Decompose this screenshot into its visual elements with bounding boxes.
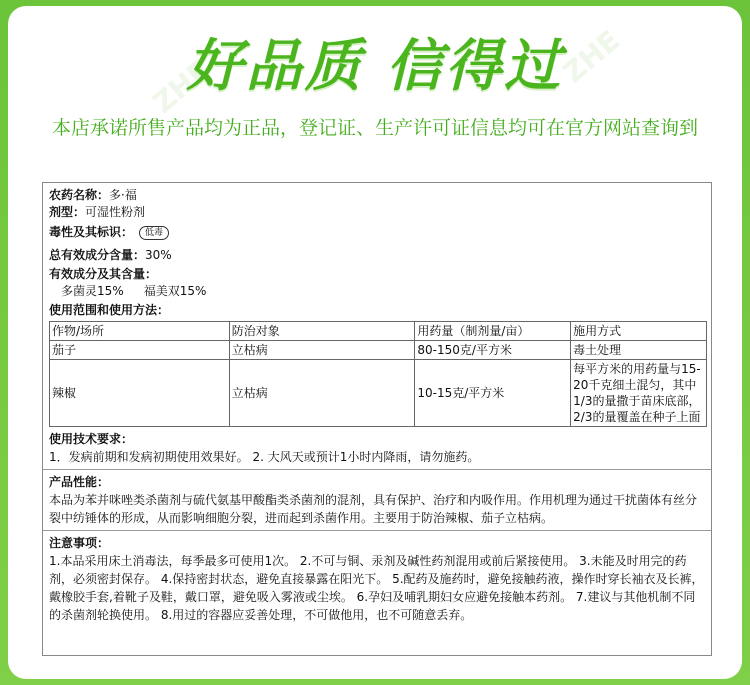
usage-key: 使用范围和使用方法： xyxy=(49,303,170,317)
divider xyxy=(43,530,711,531)
pesticide-name-value: 多·福 xyxy=(109,188,137,202)
table-header-cell: 作物/场所 xyxy=(50,322,230,341)
technical-requirements-title: 使用技术要求： xyxy=(49,432,134,446)
subheadline: 本店承诺所售产品均为正品，登记证、生产许可证信息均可在官方网站查询到 xyxy=(51,117,698,139)
table-cell: 茄子 xyxy=(50,341,230,360)
product-performance-title: 产品性能： xyxy=(49,475,110,489)
formulation-key: 剂型： xyxy=(49,205,86,219)
table-cell: 毒土处理 xyxy=(571,341,707,360)
formulation-row xyxy=(49,204,705,221)
table-header-row xyxy=(50,322,707,341)
total-content-row xyxy=(49,247,705,264)
table-cell: 80-150克/平方米 xyxy=(415,341,571,360)
pesticide-name-key: 农药名称： xyxy=(49,188,110,202)
toxicity-key: 毒性及其标识： xyxy=(49,225,134,239)
headline: 好品质 信得过 xyxy=(186,34,564,99)
ingredient-item: 多菌灵15% xyxy=(61,284,124,298)
precautions-title: 注意事项： xyxy=(49,536,110,550)
precautions-text: 1.本品采用床土消毒法，每季最多可使用1次。 2.不可与铜、汞剂及碱性药剂混用或前后紧接使用。 3.未能及时用完的药剂，必须密封保存。 4.保持密封状态，避免直接暴露在阳光下。 5.配药及施药时，避免接触药液，操作时穿长袖衣及长裤，戴橡胶手套,着靴子及鞋，戴口罩，避免吸入雾液或尘埃。 6.孕妇及哺乳期妇女应避免接触本药剂。 7.建议与其他机制不同的杀菌剂轮换使用。 8.用过的容器应妥善处理，不可做他用，也不可随意丢弃。 xyxy=(49,554,704,622)
total-content-key: 总有效成分含量： xyxy=(49,248,146,262)
usage-table xyxy=(49,321,707,427)
ingredients-list xyxy=(49,283,705,300)
table-cell: 立枯病 xyxy=(229,360,415,427)
divider xyxy=(43,469,711,470)
usage-title xyxy=(49,302,705,319)
table-row xyxy=(50,341,707,360)
pesticide-label-document xyxy=(42,182,712,656)
formulation-value: 可湿性粉剂 xyxy=(85,205,146,219)
table-cell: 10-15克/平方米 xyxy=(415,360,571,427)
total-content-value: 30% xyxy=(145,248,172,262)
ingredients-key: 有效成分及其含量： xyxy=(49,267,158,281)
low-toxicity-stamp-icon: 低毒 xyxy=(139,226,169,240)
ingredients-title xyxy=(49,266,705,283)
table-row xyxy=(50,360,707,427)
product-performance-text: 本品为苯并咪唑类杀菌剂与硫代氨基甲酸酯类杀菌剂的混剂，具有保护、治疗和内吸作用。作用机理为通过干扰菌体有丝分裂中纺锤体的形成，从而影响细胞分裂，进而起到杀菌作用。主要用于防治辣椒、茄子立枯病。 xyxy=(49,493,698,525)
table-header-cell: 防治对象 xyxy=(229,322,415,341)
table-cell: 立枯病 xyxy=(229,341,415,360)
pesticide-name-row xyxy=(49,187,705,204)
table-cell: 每平方米的用药量与15-20千克细土混匀，其中1/3的量撒于苗床底部，2/3的量覆盖在种子上面 xyxy=(571,360,707,427)
table-cell: 辣椒 xyxy=(50,360,230,427)
ingredient-item: 福美双15% xyxy=(143,284,207,298)
table-header-cell: 施用方式 xyxy=(571,322,707,341)
technical-requirements-text: 1．发病前期和发病初期使用效果好。 2. 大风天或预计1小时内降雨，请勿施药。 xyxy=(49,450,480,464)
toxicity-row xyxy=(49,224,705,241)
table-header-cell: 用药量（制剂量/亩） xyxy=(415,322,571,341)
